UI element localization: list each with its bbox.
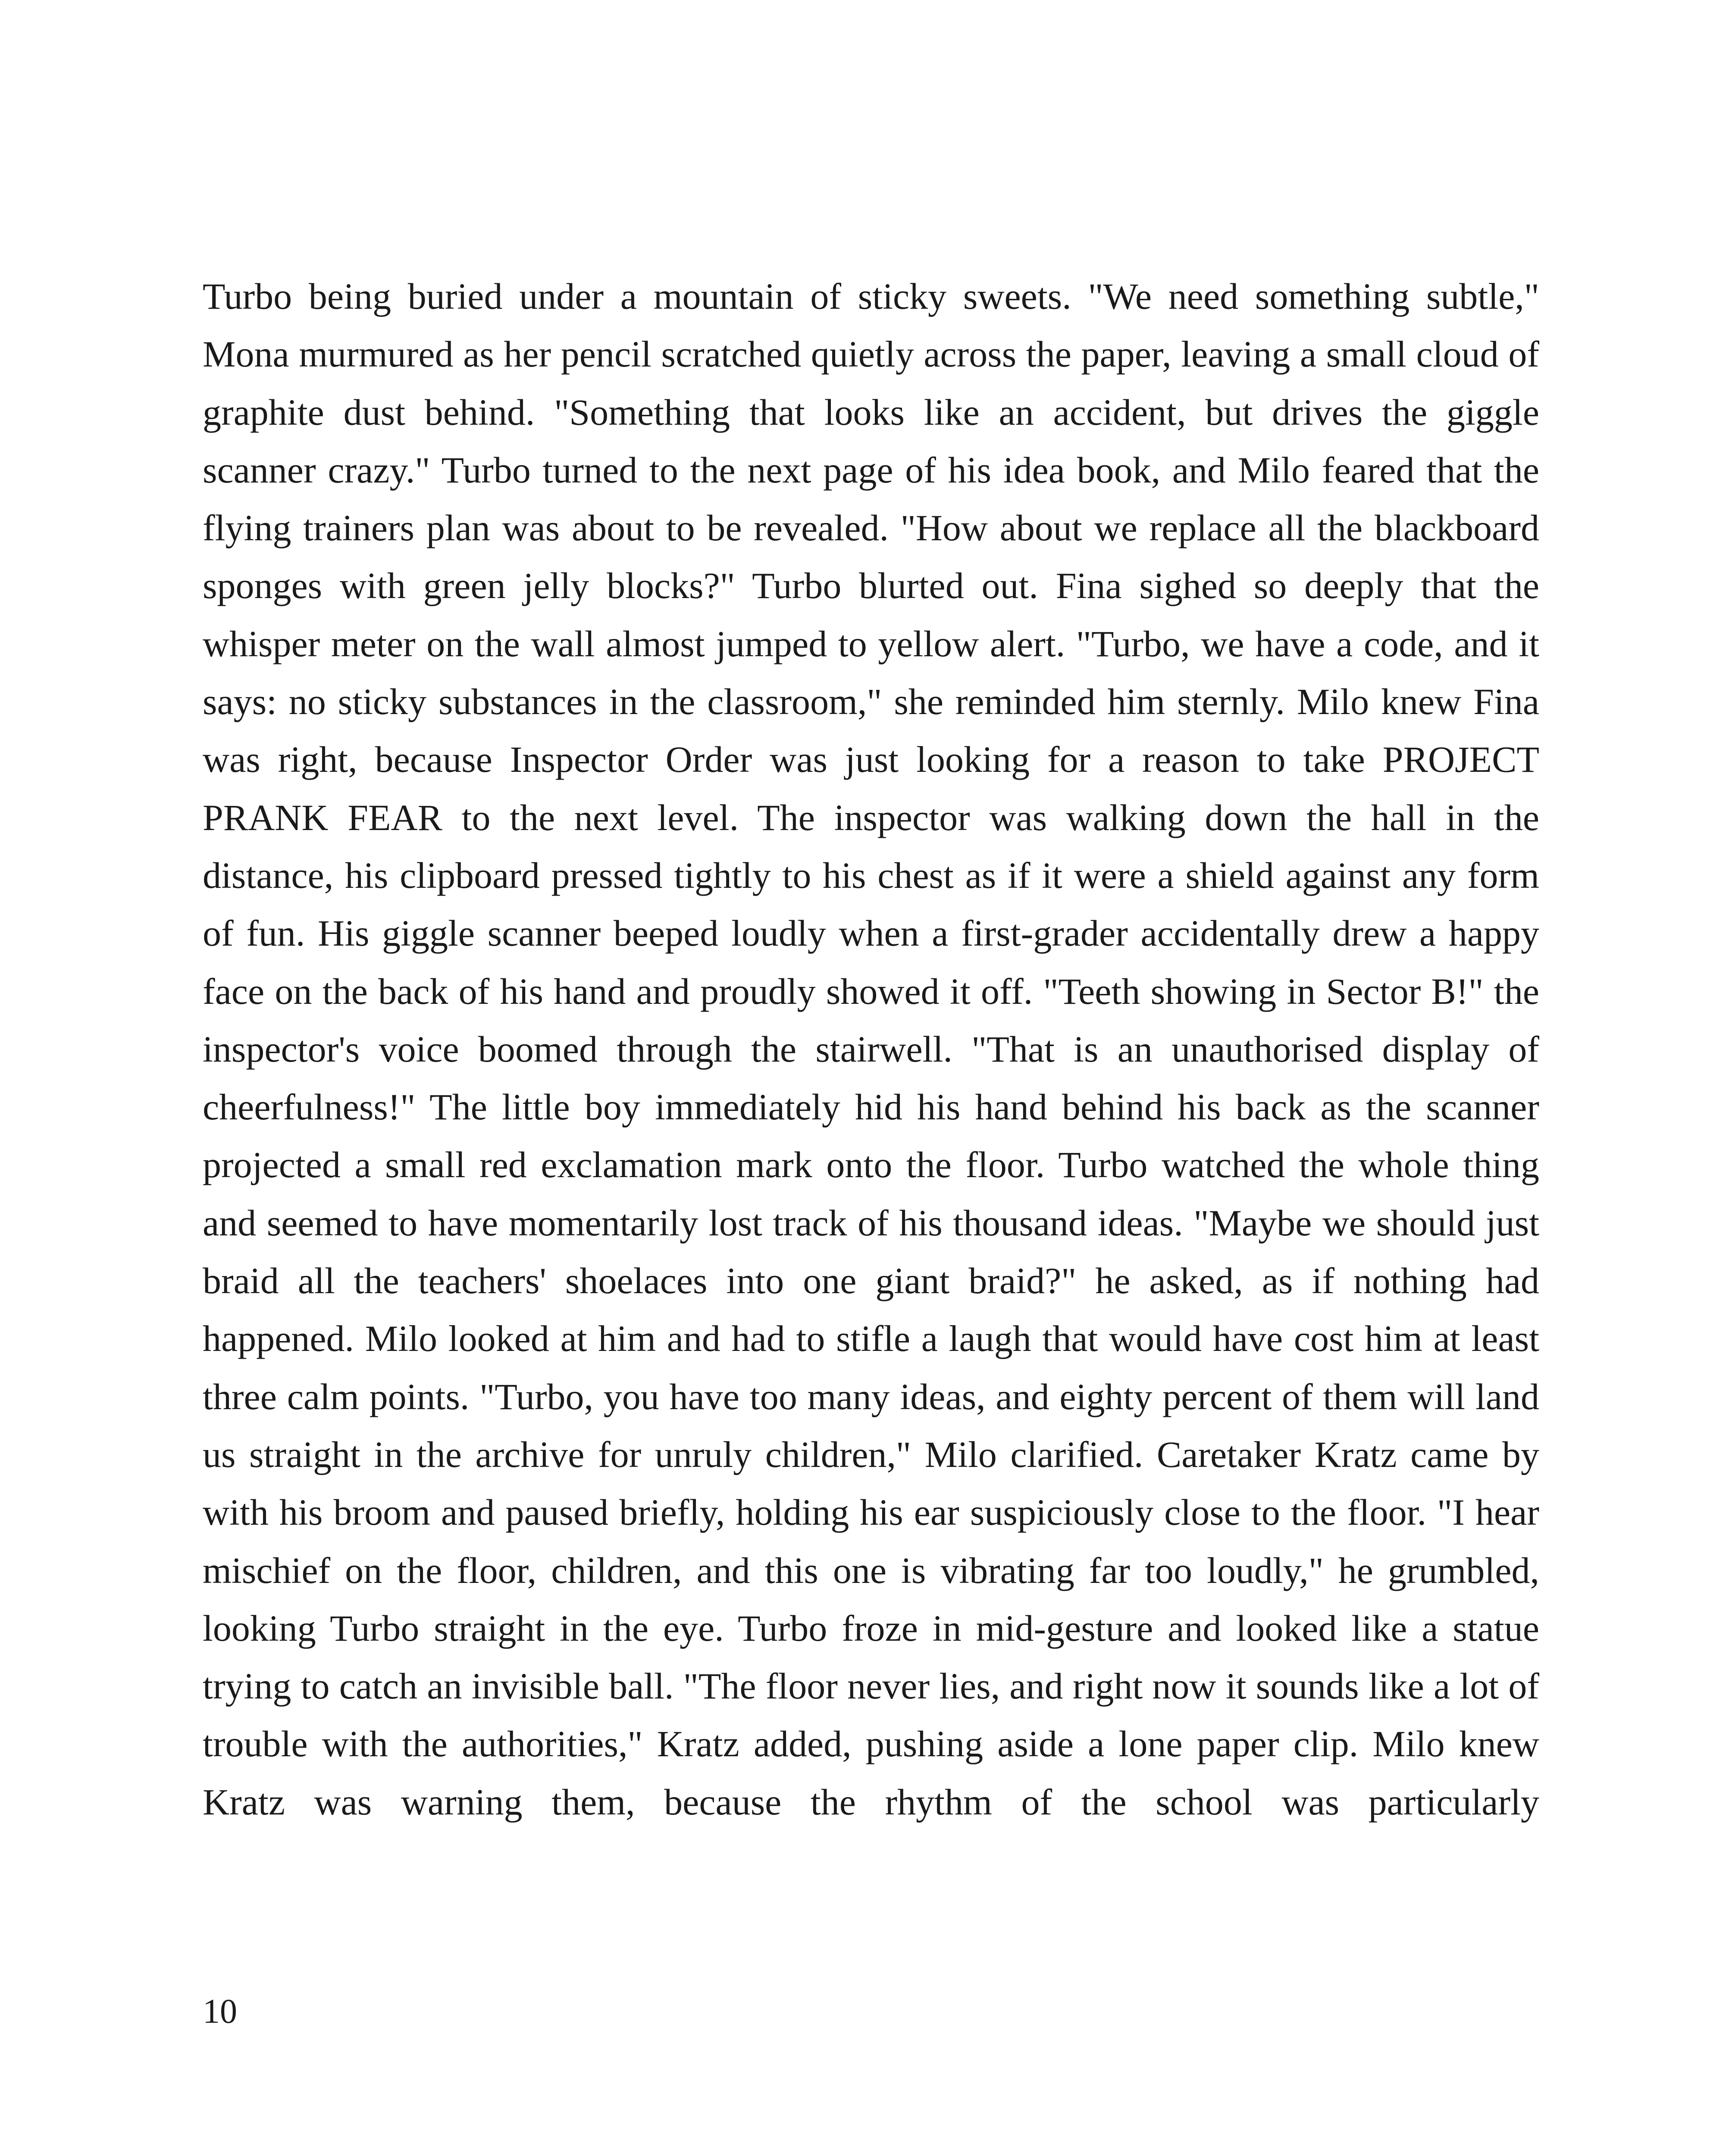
page-number: 10: [203, 1993, 237, 2031]
body-paragraph: Turbo being buried under a mountain of sticky sweets. "We need something subtle," Mona murmured as her pencil scratched quietly across the paper, leaving a small cloud of graphite dust behind. "Something that looks like an accident, but drives the giggle scanner crazy." Turbo turned to the next page of his idea book, and Milo feared that the flying trainers plan was about to be revealed. "How about we replace all the blackboard sponges with green jelly blocks?" Turbo blurted out. Fina sighed so deeply that the whisper meter on the wall almost jumped to yellow alert. "Turbo, we have a code, and it says: no sticky substances in the classroom," she reminded him sternly. Milo knew Fina was right, because Inspector Order was just looking for a reason to take PROJECT PRANK FEAR to the next level. The inspector was walking down the hall in the distance, his clipboard pressed tightly to his chest as if it were a shield against any form of fun. His giggle scanner beeped loudly when a first-grader accidentally drew a happy face on the back of his hand and proudly showed it off. "Teeth showing in Sector B!" the inspector's voice boomed through the stairwell. "That is an unauthorised display of cheerfulness!" The little boy immediately hid his hand behind his back as the scanner projected a small red exclamation mark onto the floor. Turbo watched the whole thing and seemed to have momentarily lost track of his thousand ideas. "Maybe we should just braid all the teachers' shoelaces into one giant braid?" he asked, as if nothing had happened. Milo looked at him and had to stifle a laugh that would have cost him at least three calm points. "Turbo, you have too many ideas, and eighty percent of them will land us straight in the archive for unruly children," Milo clarified. Caretaker Kratz came by with his broom and paused briefly, holding his ear suspiciously close to the floor. "I hear mischief on the floor, children, and this one is vibrating far too loudly," he grumbled, looking Turbo straight in the eye. Turbo froze in mid-gesture and looked like a statue trying to catch an invisible ball. "The floor never lies, and right now it sounds like a lot of trouble with the authorities," Kratz added, pushing aside a lone paper clip. Milo knew Kratz was warning them, because the rhythm of the school was particularly: [203, 276, 1539, 1823]
